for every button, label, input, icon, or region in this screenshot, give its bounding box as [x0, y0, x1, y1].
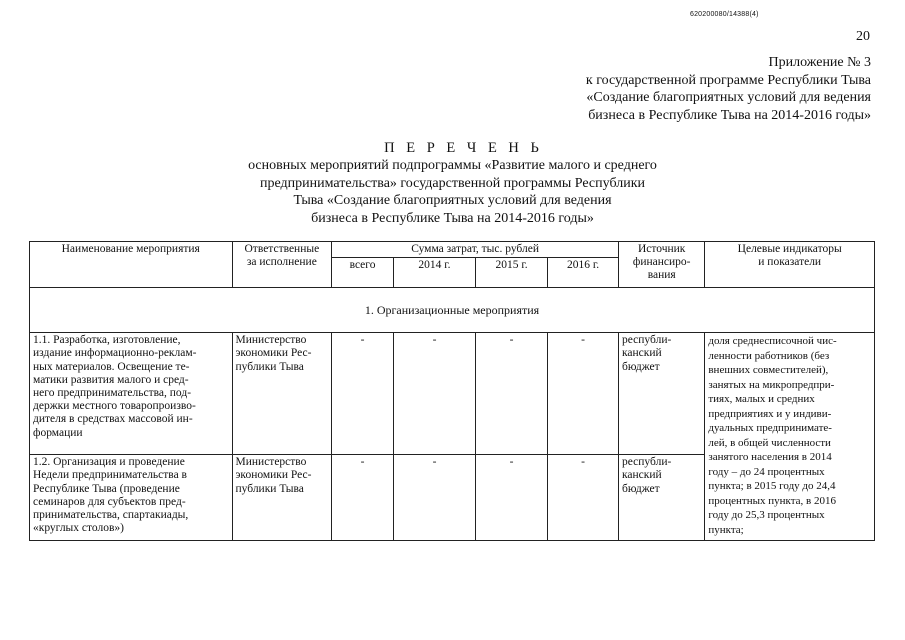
document-stamp: 620200080/14388(4) [690, 11, 759, 18]
table-row [30, 333, 875, 455]
section-title: 1. Организационные мероприятия [30, 288, 875, 333]
text-line: Республике Тыва (проведение [33, 482, 180, 495]
cost-2014-cell: - [393, 333, 475, 455]
cost-2015-cell: - [476, 455, 548, 541]
text-line: занятого населения в 2014 [708, 451, 832, 464]
text-line: бюджет [622, 482, 660, 495]
text-line: пункта; в 2015 году до 24,4 [708, 480, 836, 493]
text-line: экономики Рес- [235, 469, 312, 482]
text-line: республи- [622, 456, 672, 469]
measure-name [30, 333, 233, 455]
source-cell [619, 333, 705, 455]
text-line: принимательства, спартакиады, [33, 509, 189, 522]
text-line: доля среднесписочной чис- [708, 335, 837, 348]
text-line: процентных пункта, в 2016 [708, 494, 836, 507]
document-heading [0, 140, 905, 227]
text-line: матики развития малого и сред- [33, 373, 189, 386]
header-line: финансиро- [632, 256, 691, 269]
section-row [30, 288, 875, 333]
text-line: публики Тыва [235, 360, 304, 373]
document-subtitle [0, 157, 905, 227]
text-line: «круглых столов») [33, 522, 124, 535]
subtitle-line: Тыва «Создание благоприятных условий для ведения [293, 193, 612, 208]
header-2015: 2015 г. [476, 258, 548, 288]
text-line: ных материалов. Освещение те- [33, 360, 190, 373]
text-line: дуальных предпринимате- [708, 422, 832, 435]
appendix-line: «Создание благоприятных условий для ведения [586, 90, 871, 105]
text-line: издание информационно-реклам- [33, 347, 197, 360]
document-title: П Е Р Е Ч Е Н Ь [384, 140, 543, 156]
text-line: держки местного товаропроизво- [33, 400, 196, 413]
total-cell: - [332, 455, 394, 541]
text-line: канский [622, 347, 662, 360]
text-line: предприятиях и у индиви- [708, 407, 832, 420]
text-line: республи- [622, 334, 672, 347]
header-name: Наименование мероприятия [30, 242, 233, 288]
text-line: году – до 24 процентных [708, 465, 825, 478]
responsible-cell [232, 333, 332, 455]
text-line: лей, в общей численности [708, 436, 831, 449]
appendix-line: бизнеса в Республике Тыва на 2014-2016 годы» [588, 107, 871, 123]
header-2014: 2014 г. [393, 258, 475, 288]
header-line: и показатели [758, 256, 822, 269]
header-costs: Сумма затрат, тыс. рублей [332, 242, 619, 258]
header-line: Целевые индикаторы [737, 243, 842, 255]
subtitle-line: основных мероприятий подпрограммы «Развитие малого и среднего [248, 158, 657, 173]
text-line: семинаров для субъектов пред- [33, 495, 186, 508]
text-line: Недели предпринимательства в [33, 469, 187, 482]
responsible-cell [232, 455, 332, 541]
appendix-line: Приложение № 3 [768, 55, 871, 70]
text-line: пункта; [708, 523, 744, 536]
header-line: Ответственные [244, 243, 320, 255]
appendix-header [586, 54, 871, 124]
page-number: 20 [856, 29, 870, 44]
header-indicators [705, 242, 875, 288]
cost-2016-cell: - [548, 455, 619, 541]
text-line: внешних совместителей), [708, 364, 829, 377]
text-line: тиях, малых и средних [708, 393, 815, 406]
header-source [619, 242, 705, 288]
text-line: 1.1. Разработка, изготовление, [33, 334, 181, 347]
text-line: экономики Рес- [235, 347, 312, 360]
header-total: всего [332, 258, 394, 288]
table-header-row [30, 242, 875, 258]
cost-2015-cell: - [476, 333, 548, 455]
text-line: дителя в средствах массовой ин- [33, 413, 193, 426]
text-line: ленности работников (без [708, 349, 830, 362]
text-line: Министерство [235, 334, 307, 347]
header-line: за исполнение [246, 256, 317, 269]
header-responsible [232, 242, 332, 288]
measure-name [30, 455, 233, 541]
header-2016: 2016 г. [548, 258, 619, 288]
text-line: занятых на микропредпри- [708, 378, 835, 391]
total-cell: - [332, 333, 394, 455]
source-cell [619, 455, 705, 541]
header-line: вания [647, 269, 676, 282]
text-line: году до 25,3 процентных [708, 509, 825, 522]
header-line: Источник [637, 243, 686, 255]
subtitle-line: предпринимательства» государственной программы Республики [260, 175, 645, 191]
text-line: канский [622, 469, 662, 482]
text-line: Министерство [235, 456, 307, 469]
cost-2016-cell: - [548, 333, 619, 455]
text-line: него предпринимательства, под- [33, 387, 192, 400]
text-line: публики Тыва [235, 482, 304, 495]
text-line: формации [33, 426, 83, 439]
cost-2014-cell: - [393, 455, 475, 541]
text-line: бюджет [622, 360, 660, 373]
indicators-cell [705, 333, 875, 541]
appendix-line: к государственной программе Республики Тыва [585, 72, 871, 88]
text-line: 1.2. Организация и проведение [33, 456, 185, 469]
measures-table [29, 241, 875, 541]
subtitle-line: бизнеса в Республике Тыва на 2014-2016 годы» [311, 210, 594, 226]
